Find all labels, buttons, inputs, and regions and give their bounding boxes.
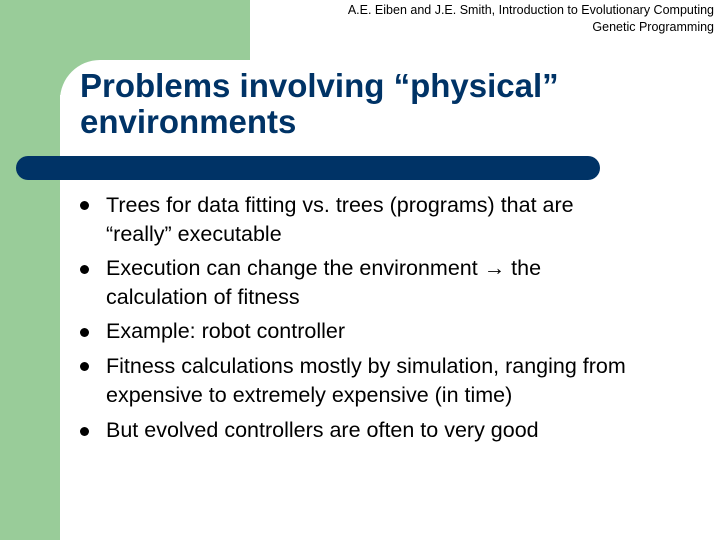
- bullet-dot-icon: [80, 362, 89, 371]
- bullet-dot-icon: [80, 328, 89, 337]
- bullet-line: But evolved controllers are often to very good: [106, 418, 539, 442]
- bullet-text: [106, 317, 706, 346]
- bullet-line: calculation of fitness: [106, 285, 300, 309]
- title-divider-bar: [16, 156, 600, 180]
- slide-title: [80, 68, 680, 140]
- bullet-text: [106, 416, 706, 445]
- bullet-line: Execution can change the environment → the: [106, 256, 542, 280]
- bullet-dot-icon: [80, 265, 89, 274]
- bullet-dot-icon: [80, 201, 89, 210]
- bullet-line: Fitness calculations mostly by simulation, ranging from: [106, 354, 626, 378]
- header-chapter-title: Genetic Programming: [592, 20, 714, 34]
- bullet-line: expensive to extremely expensive (in time): [106, 383, 513, 407]
- slide-title-line-2: environments: [80, 103, 297, 140]
- header-course-title: A.E. Eiben and J.E. Smith, Introduction to Evolutionary Computing: [347, 3, 714, 17]
- bullet-line: Example: robot controller: [106, 319, 345, 343]
- bullet-line: Trees for data fitting vs. trees (programs) that are: [106, 193, 574, 217]
- bullet-line: “really” executable: [106, 222, 282, 246]
- bullet-text: [106, 254, 706, 312]
- bullet-dot-icon: [80, 427, 89, 436]
- bullet-text: [106, 352, 706, 410]
- bullet-text: [106, 191, 706, 249]
- slide-title-line-1: Problems involving “physical”: [80, 67, 559, 104]
